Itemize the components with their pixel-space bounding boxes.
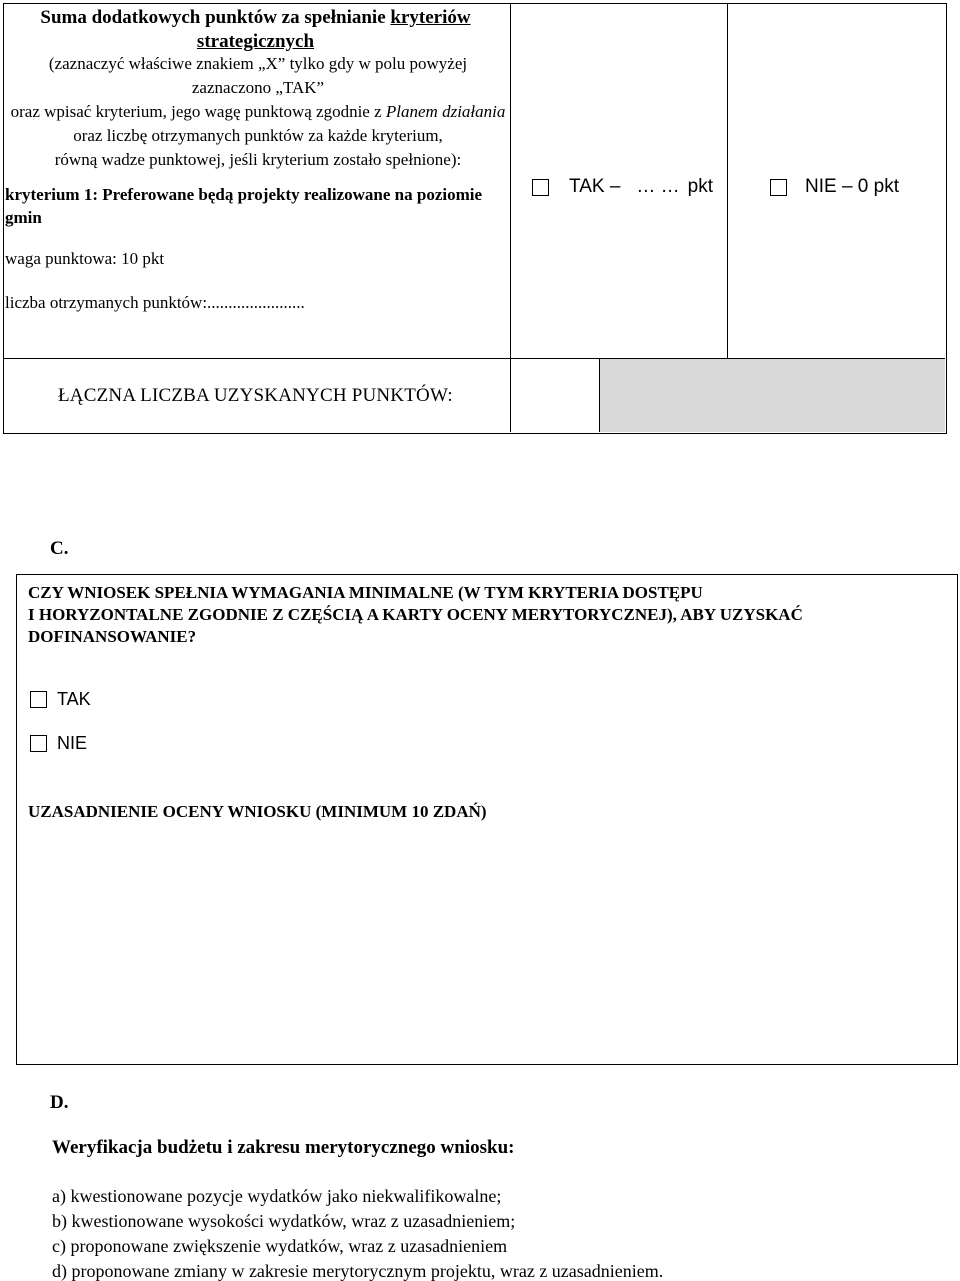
section-c-letter: C. xyxy=(50,538,69,559)
total-points-label: ŁĄCZNA LICZBA UZYSKANYCH PUNKTÓW: xyxy=(58,385,453,406)
option-yes[interactable]: TAK – … … pkt xyxy=(532,176,713,198)
checkbox-icon[interactable] xyxy=(770,179,787,196)
list-item: d) proponowane zmiany w zakresie merytorycznym projektu, wraz z uzasadnieniem. xyxy=(52,1261,664,1281)
list-item: c) proponowane zwiększenie wydatków, wraz z uzasadnieniem xyxy=(52,1236,508,1256)
section-d-list xyxy=(52,1184,663,1281)
section-c-option-no[interactable]: NIE xyxy=(30,733,87,754)
section-c-option-yes[interactable]: TAK xyxy=(30,689,91,710)
criteria-title: Suma dodatkowych punktów za spełnianie kryteriów strategicznych xyxy=(40,7,471,52)
points-received: liczba otrzymanych punktów:....................... xyxy=(5,293,305,312)
criterion-weight: waga punktowa: 10 pkt xyxy=(5,249,165,268)
justification-label: UZASADNIENIE OCENY WNIOSKU (MINIMUM 10 ZDAŃ) xyxy=(28,802,487,821)
table-divider xyxy=(727,4,728,359)
checkbox-icon[interactable] xyxy=(532,179,549,196)
criteria-note: (zaznaczyć właściwe znakiem „X” tylko gdy w polu powyżej zaznaczono „TAK” oraz wpisać kryterium, jego wagę punktową zgodnie z Planem działania oraz liczbę otrzymanych punktów za każde kryterium, równą wadze punktowej, jeśli kryterium zostało spełnione): xyxy=(10,54,506,169)
list-item: a) kwestionowane pozycje wydatków jako niekwalifikowalne; xyxy=(52,1186,502,1206)
criterion-1: kryterium 1: Preferowane będą projekty realizowane na poziomie gmin xyxy=(5,185,483,227)
section-d-letter: D. xyxy=(50,1092,69,1113)
section-c-question: CZY WNIOSEK SPEŁNIA WYMAGANIA MINIMALNE (W TYM KRYTERIA DOSTĘPU I HORYZONTALNE ZGODNIE Z CZĘŚCIĄ A KARTY OCENY MERYTORYCZNEJ), ABY UZYSKAĆ DOFINANSOWANIE? xyxy=(28,583,803,646)
checkbox-icon[interactable] xyxy=(30,735,47,752)
section-d-title: Weryfikacja budżetu i zakresu merytorycznego wniosku: xyxy=(52,1137,515,1158)
total-points-value-cell[interactable] xyxy=(599,359,945,432)
list-item: b) kwestionowane wysokości wydatków, wraz z uzasadnieniem; xyxy=(52,1211,516,1231)
option-no[interactable]: NIE – 0 pkt xyxy=(770,176,899,198)
checkbox-icon[interactable] xyxy=(30,691,47,708)
